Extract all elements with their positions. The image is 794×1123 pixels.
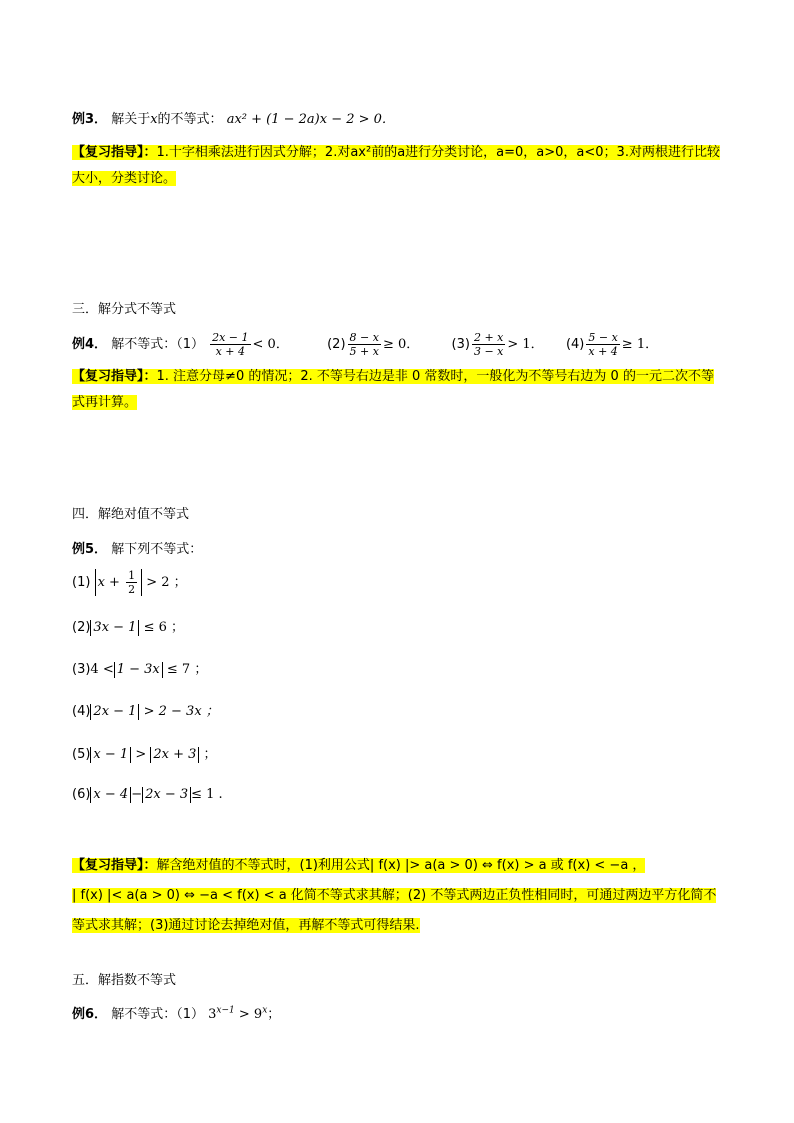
ex5-item-1: [72, 568, 187, 598]
fraction: $\frac{2x - 1}{x + 4}$: [212, 331, 249, 358]
example-label: 例3．: [72, 112, 108, 127]
item-number: (4): [72, 704, 91, 719]
relation: > 2 ；: [146, 575, 187, 590]
relation: ≤ 7 ；: [166, 662, 208, 677]
section-title: 五．解指数不等式: [72, 973, 177, 988]
guide-5: [72, 851, 724, 941]
relation: > 1．: [507, 337, 544, 352]
ex5-item-3: [72, 658, 207, 678]
absolute-value: 2x − 3: [142, 787, 191, 803]
ex5-item-5: [72, 743, 217, 763]
relation: ≥ 1．: [621, 337, 659, 352]
guide-text: 1.十字相乘法进行因式分解；2.对ax²前的a进行分类讨论，a=0，a>0，a<0；3.对两根进行比较大小，分类讨论。: [72, 145, 720, 186]
fraction: $\frac{5 - x}{x + 4}$: [588, 331, 618, 358]
exponent: x: [262, 1005, 268, 1016]
relation: < 0．: [252, 337, 289, 352]
guide-line-3: 等式求其解；(3)通过讨论去掉绝对值，再解不等式可得结果.: [72, 918, 420, 933]
fraction: $\frac{2 + x}{3 - x}$: [473, 331, 504, 358]
example-label: 例4．: [72, 337, 108, 352]
item-number: (6): [72, 787, 91, 802]
example-text: 解关于: [111, 112, 151, 127]
formula: ax² + (1 − 2a)x − 2 > 0．: [226, 112, 395, 127]
punctuation: ；: [267, 1007, 281, 1022]
item-number: (2): [327, 337, 346, 352]
relation: >: [135, 747, 147, 762]
item-number: (3): [72, 662, 91, 677]
relation: 4 <: [90, 662, 114, 677]
example-text: 的不等式：: [157, 112, 223, 127]
guide-tag: 【复习指导】：: [72, 369, 157, 384]
base: 3: [208, 1007, 217, 1022]
absolute-value: 2x + 3: [150, 747, 199, 763]
guide-3: [72, 140, 724, 192]
example-4: [72, 330, 658, 360]
example-3: [72, 108, 395, 127]
guide-tag: 【复习指导】：: [72, 145, 157, 160]
example-text: 解下列不等式：: [111, 542, 203, 557]
example-text: 解不等式：（1）: [111, 1007, 204, 1022]
relation: ≤ 1 .: [191, 787, 223, 802]
item-number: (3): [451, 337, 470, 352]
example-5: [72, 538, 202, 557]
absolute-value: 3x − 1: [90, 620, 139, 636]
fraction: $\frac{1}{2}$: [128, 569, 136, 596]
base: 9: [253, 1007, 263, 1022]
section-title: 四．解绝对值不等式: [72, 507, 190, 522]
relation: >: [234, 1007, 254, 1022]
ex5-item-6: [72, 787, 223, 803]
absolute-value: 1 − 3x: [114, 662, 163, 678]
relation: −: [131, 787, 143, 802]
example-6: [72, 1003, 280, 1022]
relation: ≤ 6 ；: [143, 620, 185, 635]
item-number: (4): [565, 337, 585, 352]
relation: > 2 − 3x ；: [143, 704, 219, 719]
ex5-item-4: [72, 700, 219, 720]
exponent: x−1: [216, 1005, 235, 1016]
example-label: 例5．: [72, 542, 108, 557]
guide-4: [72, 364, 724, 416]
section-title: 三．解分式不等式: [72, 302, 177, 317]
guide-text: 1. 注意分母≠0 的情况；2. 不等号右边是非 0 常数时，一般化为不等号右边为 0 的一元二次不等式再计算。: [72, 369, 714, 410]
absolute-value: x − 1: [90, 747, 131, 763]
guide-tag: 【复习指导】：: [72, 858, 157, 873]
guide-line-2: | f(x) |< a(a > 0) ⇔ −a < f(x) < a 化简不等式求其解；(2) 不等式两边正负性相同时，可通过两边平方化简不: [72, 888, 717, 903]
fraction: $\frac{8 - x}{5 + x}$: [349, 331, 379, 358]
absolute-value: 2x − 1: [90, 704, 139, 720]
example-label: 例6．: [72, 1007, 108, 1022]
relation: ≥ 0．: [382, 337, 420, 352]
variable: x: [150, 112, 158, 127]
absolute-value: x − 4: [90, 787, 131, 803]
relation: ；: [203, 747, 217, 762]
absolute-value: x + $\frac{1}{2}$: [95, 569, 143, 596]
item-number: (5): [72, 747, 91, 762]
guide-line-1: 解含绝对值的不等式时，(1)利用公式| f(x) |> a(a > 0) ⇔ f(x) > a 或 f(x) < −a ，: [156, 858, 646, 873]
example-text: 解不等式：（1）: [111, 337, 204, 352]
ex5-item-2: [72, 616, 184, 636]
item-number: (2): [72, 620, 91, 635]
item-number: (1): [72, 575, 91, 590]
